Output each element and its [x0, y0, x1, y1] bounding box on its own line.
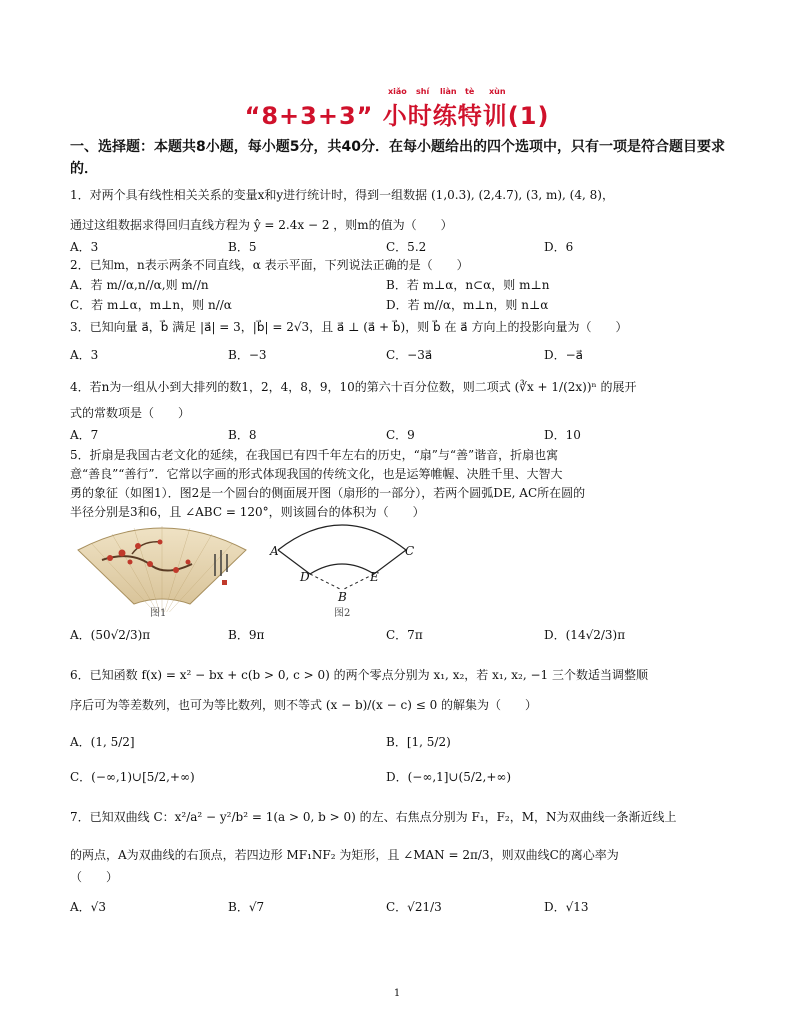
q1-option-a: A．3	[70, 240, 99, 254]
figure-2-caption: 图2	[334, 608, 351, 619]
q6-option-d: D．(−∞,1]∪(5/2,+∞)	[386, 770, 512, 784]
q5-line-1: 5．折扇是我国古老文化的延续，在我国已有四千年左右的历史，“扇”与“善”谐音，折扇也寓	[70, 448, 559, 462]
q2-option-a: A．若 m//α,n//α,则 m//n	[70, 278, 209, 292]
q7-option-c: C．√21/3	[386, 900, 442, 914]
q5-option-c: C．7π	[386, 628, 423, 642]
q1-option-b: B．5	[228, 240, 257, 254]
q3-line-1: 3．已知向量 a⃗，b⃗ 满足 |a⃗| = 3，|b⃗| = 2√3，且 a⃗ ⊥ (a⃗ + b⃗)，则 b⃗ 在 a⃗ 方向上的投影向量为（ ）	[70, 320, 628, 334]
q5-option-a: A．(50√2/3)π	[70, 628, 151, 642]
q1-line-2: 通过这组数据求得回归直线方程为 ŷ = 2.4x − 2 ，则m的值为（ ）	[70, 218, 453, 232]
q2-line-1: 2．已知m，n表示两条不同直线，α 表示平面，下列说法正确的是（ ）	[70, 258, 469, 272]
q3-option-b: B．−3	[228, 348, 267, 362]
q7-option-a: A．√3	[70, 900, 106, 914]
page-title: “8+3+3” 小时练特训(1)	[244, 102, 550, 130]
label-c: C	[405, 544, 415, 558]
q7-line-3: （ ）	[70, 870, 119, 884]
q1-option-d: D．6	[544, 240, 574, 254]
fan-painting-figure	[72, 520, 252, 612]
q2-option-b: B．若 m⊥α，n⊂α，则 m⊥n	[386, 278, 550, 292]
q5-option-d: D．(14√2/3)π	[544, 628, 626, 642]
q7-line-2: 的两点，A为双曲线的右顶点，若四边形 MF₁NF₂ 为矩形，且 ∠MAN = 2π/3，则双曲线C的离心率为	[70, 848, 619, 862]
q1-line-1: 1．对两个具有线性相关关系的变量x和y进行统计时，得到一组数据 (1,0.3), (2,4.7), (3, m), (4, 8)，	[70, 188, 614, 202]
q5-option-b: B．9π	[228, 628, 265, 642]
q7-option-b: B．√7	[228, 900, 265, 914]
q6-line-2: 序后可为等差数列，也可为等比数列，则不等式 (x − b)/(x − c) ≤ 0 的解集为（ ）	[70, 698, 538, 712]
q6-option-b: B．[1, 5/2)	[386, 735, 451, 749]
label-b: B	[338, 590, 347, 604]
q4-option-c: C．9	[386, 428, 415, 442]
q4-line-1: 4．若n为一组从小到大排列的数1，2，4，8，9，10的第六十百分位数，则二项式 (∛x + 1/(2x))ⁿ 的展开	[70, 380, 637, 394]
q6-option-c: C．(−∞,1)∪[5/2,+∞)	[70, 770, 195, 784]
q6-option-a: A．(1, 5/2]	[70, 735, 135, 749]
pinyin-te: tè	[465, 87, 475, 96]
figure-1-caption: 图1	[150, 608, 167, 619]
q4-option-b: B．8	[228, 428, 257, 442]
q2-option-d: D．若 m//α，m⊥n，则 n⊥α	[386, 298, 549, 312]
q5-line-2: 意“善良”“善行”．它常以字画的形式体现我国的传统文化，也是运筹帷幄、决胜千里、大智大	[70, 467, 563, 481]
q3-option-a: A．3	[70, 348, 99, 362]
pinyin-lian: liàn	[440, 87, 457, 96]
q7-line-1: 7．已知双曲线 C：x²/a² − y²/b² = 1(a > 0, b > 0) 的左、右焦点分别为 F₁，F₂，M，N为双曲线一条渐近线上	[70, 810, 677, 824]
label-e: E	[370, 570, 379, 584]
q4-line-2: 式的常数项是（ ）	[70, 406, 191, 420]
q3-option-d: D．−a⃗	[544, 348, 584, 362]
pinyin-xun: xùn	[489, 87, 506, 96]
q6-line-1: 6．已知函数 f(x) = x² − bx + c(b > 0, c > 0) 的两个零点分别为 x₁, x₂，若 x₁, x₂, −1 三个数适当调整顺	[70, 668, 649, 682]
q1-option-c: C．5.2	[386, 240, 427, 254]
q5-line-4: 半径分别是3和6，且 ∠ABC = 120°，则该圆台的体积为（ ）	[70, 505, 425, 519]
section-header: 一、选择题：本题共8小题，每小题5分，共40分．在每小题给出的四个选项中，只有一项是符合题目要求的．	[70, 139, 725, 177]
q4-option-a: A．7	[70, 428, 99, 442]
q5-line-3: 勇的象征（如图1）．图2是一个圆台的侧面展开图（扇形的一部分），若两个圆弧DE, AC所在圆的	[70, 486, 586, 500]
page-number: 1	[393, 988, 401, 999]
q7-option-d: D．√13	[544, 900, 589, 914]
q3-option-c: C．−3a⃗	[386, 348, 433, 362]
q2-option-c: C．若 m⊥α，m⊥n，则 n//α	[70, 298, 232, 312]
pinyin-xiao: xiǎo	[388, 87, 407, 96]
label-a: A	[270, 544, 279, 558]
label-d: D	[300, 570, 310, 584]
q4-option-d: D．10	[544, 428, 581, 442]
pinyin-shi: shí	[416, 87, 430, 96]
